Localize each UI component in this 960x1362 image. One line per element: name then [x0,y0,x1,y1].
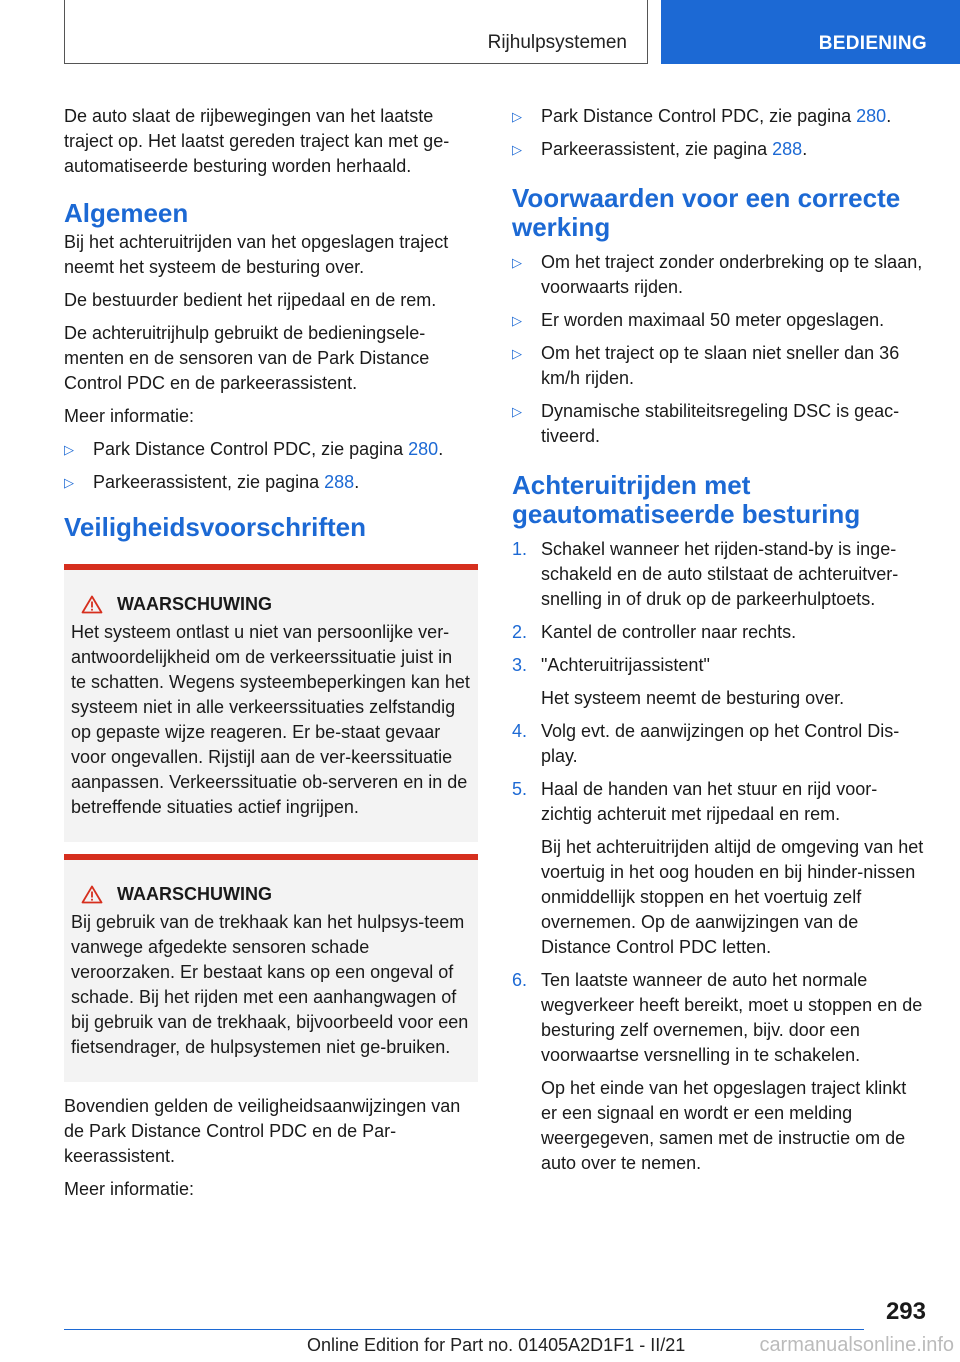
steps-list [512,537,926,1176]
list-item: ▷ Dynamische stabiliteitsregeling DSC is geac-tiveerd. [512,401,900,446]
step-text: "Achteruitrijassistent" [541,655,710,675]
more-info-label: Meer informatie: [64,1179,195,1199]
page-link-288[interactable]: 288 [324,472,355,492]
right-column [512,104,926,1184]
warning-triangle-icon [81,595,103,614]
warning-title: WAARSCHUWING [117,884,272,904]
step-item [512,968,926,1176]
step-item [512,719,926,769]
page-number: 293 [885,1298,926,1325]
section-title: Rijhulpsystemen [487,32,627,53]
general-paragraph: Bij het achteruitrijden van het opgeslagen traject neemt het systeem de besturing over. [64,232,449,277]
step-number: 1. [512,539,528,559]
watermark: carmanualsonline.info [759,1334,954,1356]
list-item: ▷ Parkeerassistent, zie pagina 288. [512,137,926,162]
step-item [512,620,926,645]
step-text: Schakel wanneer het rijden-stand-by is inge-schakeld en de auto stilstaat de achteruitver-snelling in of druk op de parkeerhulptoets. [541,539,899,609]
warning-box [64,854,478,1082]
step-text: Volg evt. de aanwijzingen op het Control Dis-play. [541,721,900,766]
step-text: Haal de handen van het stuur en rijd voor-zichtig achteruit met rijpedaal en rem. [541,779,878,824]
page-link-280[interactable]: 280 [408,439,439,459]
intro-paragraph: De auto slaat de rijbewegingen van het laatste traject op. Het laatst gereden traject kan met ge-automatiseerde besturing worden herhaald. [64,106,450,176]
step-number: 4. [512,721,528,741]
triangle-bullet-icon: ▷ [64,475,74,490]
conditions-list [512,250,926,449]
edition-label: Online Edition for Part no. 01405A2D1F1 - II/21 [307,1335,686,1355]
triangle-bullet-icon: ▷ [512,313,522,328]
list-item: ▷ Om het traject zonder onderbreking op te slaan, voorwaarts rijden. [512,252,923,297]
step-text: Kantel de controller naar rechts. [541,622,797,642]
triangle-bullet-icon: ▷ [512,255,522,270]
header-section-box [64,0,648,64]
list-item: ▷ Er worden maximaal 50 meter opgeslagen. [512,308,926,333]
step-subtext: Het systeem neemt de besturing over. [541,688,845,708]
warning-text: Bij gebruik van de trekhaak kan het hulpsys-teem vanwege afgedekte sensoren schade veroorzaken. Er bestaat kans op een ongeval of schade. Bij het rijden met een aanhangwagen of bij gebruik van de trekhaak, bijvoorbeeld voor een fietsendrager, de hulpsystemen niet ge-bruiken. [71,912,469,1057]
right-reference-list [512,104,926,162]
step-number: 2. [512,622,528,642]
heading-steps: Achteruitrijden met geautomatiseerde besturing [512,470,861,529]
list-item: ▷ Park Distance Control PDC, zie pagina 280. [64,437,478,462]
safety-note-paragraph: Bovendien gelden de veiligheidsaanwijzingen van de Park Distance Control PDC en de Par-keerassistent. [64,1096,461,1166]
step-number: 3. [512,655,528,675]
page-link-280[interactable]: 280 [856,106,887,126]
footer-divider [64,1329,864,1330]
step-subtext: Op het einde van het opgeslagen traject klinkt er een signaal en wordt er een melding weergegeven, samen met de instructie om de auto over te nemen. [541,1078,907,1173]
list-item: ▷ Om het traject op te slaan niet sneller dan 36 km/h rijden. [512,343,900,388]
heading-general: Algemeen [64,198,189,228]
general-paragraph: Meer informatie: [64,406,195,426]
left-column [64,104,478,1210]
page-link-288[interactable]: 288 [772,139,803,159]
triangle-bullet-icon: ▷ [512,346,522,361]
chapter-tab-label: BEDIENING [818,33,927,54]
warning-box [64,564,478,842]
list-item: ▷ Parkeerassistent, zie pagina 288. [64,470,478,495]
triangle-bullet-icon: ▷ [512,142,522,157]
general-paragraph: De achteruitrijhulp gebruikt de bedieningsele-menten en de sensoren van de Park Distance Control PDC en de parkeerassistent. [64,323,430,393]
step-number: 5. [512,779,528,799]
warning-triangle-icon [81,885,103,904]
step-item [512,537,926,612]
triangle-bullet-icon: ▷ [512,404,522,419]
chapter-tab[interactable] [661,0,960,64]
triangle-bullet-icon: ▷ [64,442,74,457]
list-item: ▷ Park Distance Control PDC, zie pagina 280. [512,104,926,129]
heading-conditions: Voorwaarden voor een correcte werking [512,183,901,242]
general-paragraph: De bestuurder bedient het rijpedaal en de rem. [64,290,437,310]
step-subtext: Bij het achteruitrijden altijd de omgeving van het voertuig in het oog houden en bij hinder-nissen onmiddellijk stoppen en het voertuig zelf overnemen. Op de aanwijzingen van de Distance Control PDC letten. [541,837,924,957]
warning-text: Het systeem ontlast u niet van persoonlijke ver-antwoordelijkheid om de verkeerssituatie juist in te schatten. Wegens systeembeperkingen kan het systeem niet in alle verkeerssituaties zelfstandig op gepaste wijze reageren. Er be-staat gevaar voor ongevallen. Rijstijl aan de ver-keerssituatie aanpassen. Verkeerssituatie ob-serveren en in de betreffende situaties actief ingrijpen. [71,622,470,817]
step-text: Ten laatste wanneer de auto het normale wegverkeer heeft bereikt, moet u stoppen en de besturing zelf overnemen, bijv. door een voorwaartse versnelling in te schakelen. [541,970,923,1065]
left-reference-list [64,437,478,495]
triangle-bullet-icon: ▷ [512,109,522,124]
step-item [512,777,926,960]
step-item [512,653,926,711]
heading-safety: Veiligheidsvoorschriften [64,512,366,542]
step-number: 6. [512,970,528,990]
warning-title: WAARSCHUWING [117,594,272,614]
